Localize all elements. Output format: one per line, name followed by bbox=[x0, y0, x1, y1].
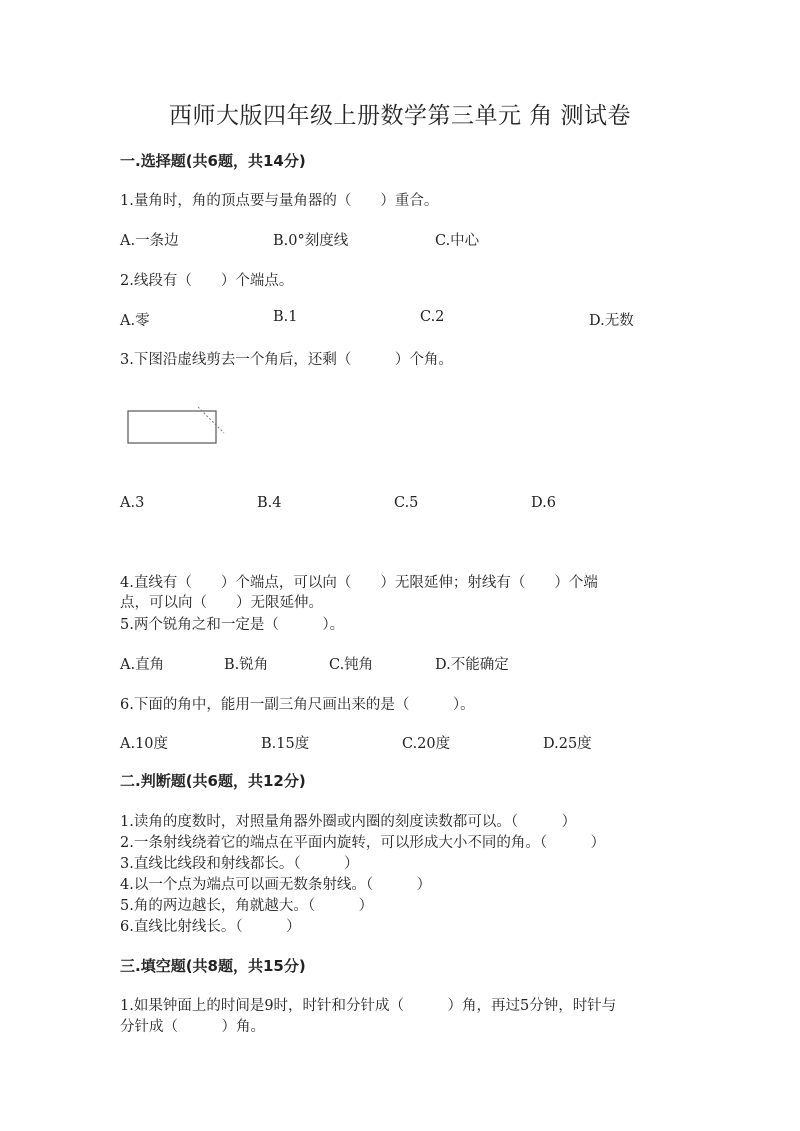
question-5-stem: 5.两个锐角之和一定是（ ）。 bbox=[120, 617, 345, 633]
question-2-option-d[interactable]: D.无数 bbox=[589, 313, 634, 329]
rectangle-cut-figure bbox=[120, 405, 240, 455]
section-heading-choice: 一.选择题(共6题，共14分) bbox=[120, 152, 306, 170]
question-4-stem-line-1: 4.直线有（ ）个端点，可以向（ ）无限延伸；射线有（ ）个端 bbox=[120, 575, 598, 591]
section-heading-true-false: 二.判断题(共6题，共12分) bbox=[120, 772, 306, 790]
question-4-stem-line-2: 点，可以向（ ）无限延伸。 bbox=[120, 595, 323, 611]
question-1-stem: 1.量角时，角的顶点要与量角器的（ ）重合。 bbox=[120, 193, 439, 209]
question-2-option-c[interactable]: C.2 bbox=[420, 309, 445, 325]
judge-item-4: 4.以一个点为端点可以画无数条射线。（ ） bbox=[120, 877, 432, 893]
question-2-stem: 2.线段有（ ）个端点。 bbox=[120, 273, 294, 289]
question-6-option-d[interactable]: D.25度 bbox=[543, 736, 592, 752]
question-3-option-d[interactable]: D.6 bbox=[531, 495, 556, 511]
question-3-option-a[interactable]: A.3 bbox=[120, 495, 145, 511]
judge-item-6: 6.直线比射线长。（ ） bbox=[120, 919, 301, 935]
fill-question-1-line-2: 分针成（ ）角。 bbox=[120, 1019, 265, 1035]
question-5-option-b[interactable]: B.锐角 bbox=[224, 657, 269, 673]
judge-item-1: 1.读角的度数时，对照量角器外圈或内圈的刻度读数都可以。（ ） bbox=[120, 814, 577, 830]
rectangle-shape bbox=[128, 411, 216, 443]
page-title: 西师大版四年级上册数学第三单元 角 测试卷 bbox=[168, 103, 632, 129]
question-6-stem: 6.下面的角中，能用一副三角尺画出来的是（ ）。 bbox=[120, 697, 475, 713]
question-2-option-b[interactable]: B.1 bbox=[273, 309, 298, 325]
section-heading-fill-blank: 三.填空题(共8题，共15分) bbox=[120, 957, 306, 975]
question-5-option-a[interactable]: A.直角 bbox=[120, 657, 165, 673]
judge-item-3: 3.直线比线段和射线都长。（ ） bbox=[120, 856, 359, 872]
question-3-option-c[interactable]: C.5 bbox=[394, 495, 419, 511]
judge-item-2: 2.一条射线绕着它的端点在平面内旋转，可以形成大小不同的角。（ ） bbox=[120, 835, 606, 851]
question-5-option-d[interactable]: D.不能确定 bbox=[435, 657, 509, 673]
fill-question-1-line-1: 1.如果钟面上的时间是9时，时针和分针成（ ）角，再过5分钟，时针与 bbox=[120, 998, 617, 1014]
question-1-option-a[interactable]: A.一条边 bbox=[120, 233, 179, 249]
question-6-option-a[interactable]: A.10度 bbox=[120, 736, 169, 752]
question-2-option-a[interactable]: A.零 bbox=[120, 313, 150, 329]
question-3-stem: 3.下图沿虚线剪去一个角后，还剩（ ）个角。 bbox=[120, 352, 453, 368]
question-1-option-c[interactable]: C.中心 bbox=[435, 233, 480, 249]
question-6-option-c[interactable]: C.20度 bbox=[402, 736, 451, 752]
question-3-option-b[interactable]: B.4 bbox=[257, 495, 282, 511]
question-5-option-c[interactable]: C.钝角 bbox=[329, 657, 374, 673]
judge-item-5: 5.角的两边越长，角就越大。（ ） bbox=[120, 898, 374, 914]
question-1-option-b[interactable]: B.0°刻度线 bbox=[273, 233, 349, 249]
question-6-option-b[interactable]: B.15度 bbox=[261, 736, 310, 752]
